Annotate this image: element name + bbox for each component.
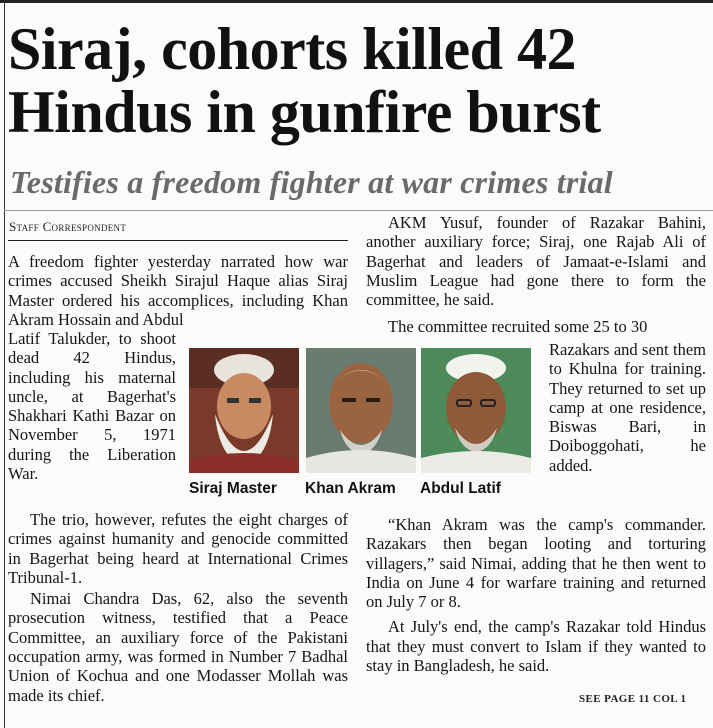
paragraph-7: At July's end, the camp's Razakar told Hindus that they must convert to Islam if they wanted to stay in Bangladesh, he said.	[366, 617, 706, 676]
caption-khan-akram: Khan Akram	[305, 480, 396, 497]
byline: Staff Correspondent	[9, 219, 127, 234]
paragraph-5-wrap: Razakars and sent them to Khulna for training. They returned to set up camp at one residence, Biswas Bari, in Doiboggohati, he added.	[549, 340, 706, 475]
photo-abdul-latif	[421, 348, 531, 473]
paragraph-3: Nimai Chandra Das, 62, also the seventh prosecution witness, testified that a Peace Committee, an auxiliary force of the Pakistani occupation army, was formed in Number 7 Badhal Union of Kochua and one Modasser Mollah was made its chief.	[8, 589, 348, 705]
paragraph-6: “Khan Akram was the camp's commander. Razakars then began looting and torturing villagers,” said Nimai, adding that he then went to India on June 4 for warfare training and returned on July 7 or 8.	[366, 515, 706, 612]
deck-subheadline: Testifies a freedom fighter at war crimes trial	[10, 164, 613, 200]
top-rule	[0, 0, 713, 3]
column-2-bottom	[366, 515, 706, 675]
headline: Siraj, cohorts killed 42 Hindus in gunfire burst	[8, 16, 601, 145]
byline-rule	[8, 240, 348, 241]
photo-strip	[187, 348, 537, 508]
paragraph-1-top: A freedom fighter yesterday narrated how war crimes accused Sheikh Sirajul Haque alias Siraj Master ordered his accomplices, including Khan Akram Hossain and Abdul	[8, 252, 348, 329]
column-1-bottom	[8, 510, 348, 705]
caption-siraj-master: Siraj Master	[189, 480, 277, 497]
column-1-top	[8, 252, 348, 329]
left-rule	[4, 0, 5, 728]
photo-khan-akram	[306, 348, 416, 473]
paragraph-2: The trio, however, refutes the eight charges of crimes against humanity and genocide committed in Bagerhat being heard at International Crimes Tribunal-1.	[8, 510, 348, 587]
photo-siraj-master	[189, 348, 299, 473]
column-1-wrap	[8, 329, 176, 483]
paragraph-4: AKM Yusuf, founder of Razakar Bahini, another auxiliary force; Siraj, one Rajab Ali of Bagerhat and leaders of Jamaat-e-Islami and Muslim League had gone there to form the committee, he said.	[366, 213, 706, 310]
caption-abdul-latif: Abdul Latif	[420, 480, 501, 497]
continuation-line: SEE PAGE 11 COL 1	[579, 693, 687, 705]
column-2-top	[366, 213, 706, 337]
deck-rule	[4, 210, 713, 211]
paragraph-1-wrap: Latif Talukder, to shoot dead 42 Hindus, including his maternal uncle, at Bagerhat's Shakhari Kathi Bazar on November 5, 1971 during the Liberation War.	[8, 329, 176, 484]
column-2-wrap	[549, 340, 706, 475]
paragraph-5-top: The committee recruited some 25 to 30	[388, 317, 648, 337]
